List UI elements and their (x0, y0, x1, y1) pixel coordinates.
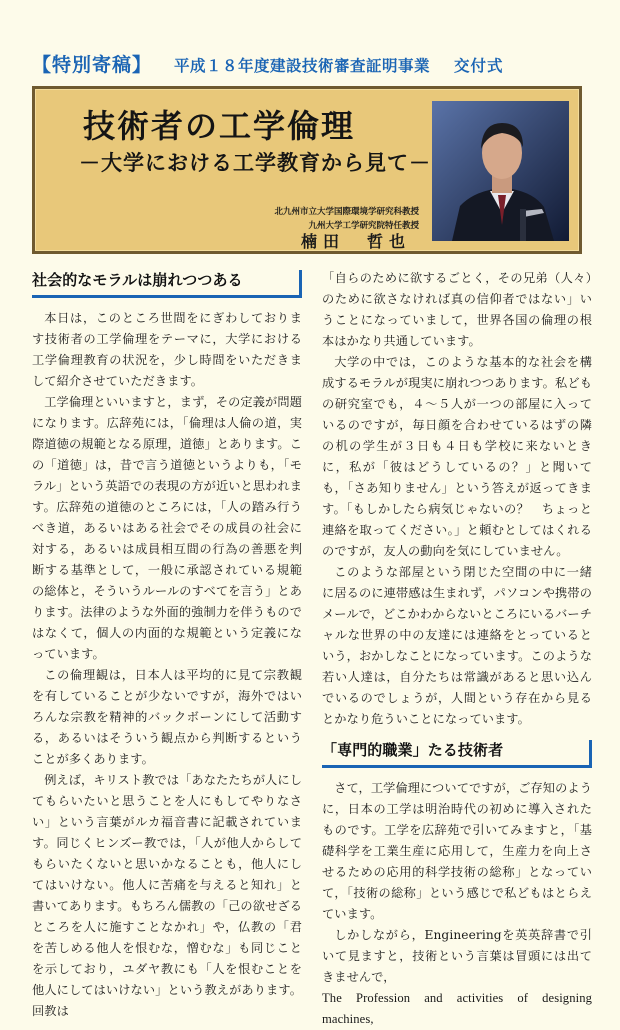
body-paragraph: 「自らのために欲するごとく，その兄弟（人々）のために欲さなければ真の信仰者ではない」いうことになっていまして，世界各国の倫理の根本はかなり共通しています。 (322, 271, 592, 348)
body-paragraph: このような部屋という閉じた空間の中に一緒に居るのに連帯感は生まれず，パソコンや携帯のメールで，どこかわからないところにいるバーチャルな世界の中の友達には連絡をとっているという，おかしなことになっています。このような若い人達は，自分たちは常識があると思い込んでいるのでしょうが，人間という存在から見るとかなり危ういことになっています。 (322, 565, 592, 726)
left-column (32, 268, 302, 1022)
body-paragraph: 本日は，このところ世間をにぎわしております技術者の工学倫理をテーマに，大学における工学倫理教育の状況を，少し時間をいただきまして紹介させていただきます。 (32, 311, 302, 388)
body-paragraph: さて，工学倫理についてですが，ご存知のように，日本の工学は明治時代の初めに導入されたものです。工学を広辞苑で引いてみますと，「基礎科学を工業生産に応用して，生産力を向上させるための応用的科学技術の総称」となっていて，「技術の総称」という感じで私どもはとらえています。 (322, 781, 592, 921)
author-photo (432, 101, 569, 241)
title-box (32, 86, 582, 254)
special-contribution-tag: 【特別寄稿】 (32, 54, 153, 76)
english-definition-fragment: The Profession and activities of designing machines, (322, 991, 592, 1026)
section-heading-professional (322, 740, 592, 768)
author-affiliation-2: 九州大学工学研究院特任教授 (308, 221, 419, 231)
right-column (322, 268, 592, 1030)
section-heading-moral (32, 270, 302, 298)
article-title: 技術者の工学倫理 (83, 107, 356, 145)
body-paragraph: しかしながら，Engineeringを英英辞書で引いて見ますと，技術という言葉は冒頭には出てきませんで， (322, 928, 592, 984)
header-subtitle: 平成１８年度建設技術審査証明事業 (174, 57, 431, 75)
body-paragraph: 工学倫理といいますと，まず，その定義が問題になります。広辞苑には，「倫理は人倫の道，実際道徳の規範となる原理，道徳」とあります。この「道徳」は，昔で言う道徳というよりも，「モラル」という英語での表現の方が近いと思われます。広辞苑の道徳のところには，「人の踏み行うべき道，あるいはある社会でその成員の社会に対する，あるいは成員相互間の行為の善悪を判断する基準として，一般に承認されている規範の総体と，そういうルールのすべてを言う」とあります。法律のような外面的強制力を伴うものではなくて，個人の内面的な規範という定義になっています。 (32, 395, 302, 661)
section-heading-moral-text: 社会的なモラルは崩れつつある (32, 271, 243, 289)
body-paragraph: 大学の中では，このような基本的な社会を構成するモラルが現実に崩れつつあります。私どもの研究室でも，４～５人が一つの部屋に入っているのですが，毎日顔を合わせているはずの隣の机の学生が３日も４日も学校に来ないときに，私が「彼はどうしているの？」と聞いても，「さあ知りません」という答えが返ってきます。「もしかしたら病気じゃないの？ ちょっと連絡を取ってください。」と頼むとしてはくれるのですが，友人の動向を気にしていません。 (322, 355, 592, 558)
author-name: 楠田 哲也 (300, 232, 411, 251)
page-header (0, 0, 620, 90)
header-issued-label: 交付式 (454, 57, 504, 75)
body-paragraph: 例えば，キリスト教では「あなたたちが人にしてもらいたいと思うことを人にもしてやりなさい」という言葉がルカ福音書に記載されています。同じくヒンズー教では，「人が他人からしてもらいたくないと思いかなることも，他人にしてはいけない。他人に苦痛を与えると知れ」と書いてあります。もちろん儒教の「己の欲せざるところを人に施すことなかれ」や，仏教の「君を苦しめる他人を恨むな，憎むな」も同じことを示しており，ユダヤ教にも「人を恨むことを他人にしてはいけない」という教えがあります。回教は (32, 773, 302, 1018)
body-paragraph: この倫理観は，日本人は平均的に見て宗教観を有していることが少ないですが，海外ではいろんな宗教を精神的バックボーンにして活動する，あるいはそういう観点から判断するということが多くあります。 (32, 668, 302, 766)
author-affiliation-1: 北九州市立大学国際環境学研究科教授 (274, 207, 419, 217)
article-subtitle: －大学における工学教育から見て－ (79, 150, 431, 175)
section-heading-professional-text: 「専門的職業」たる技術者 (322, 741, 504, 759)
